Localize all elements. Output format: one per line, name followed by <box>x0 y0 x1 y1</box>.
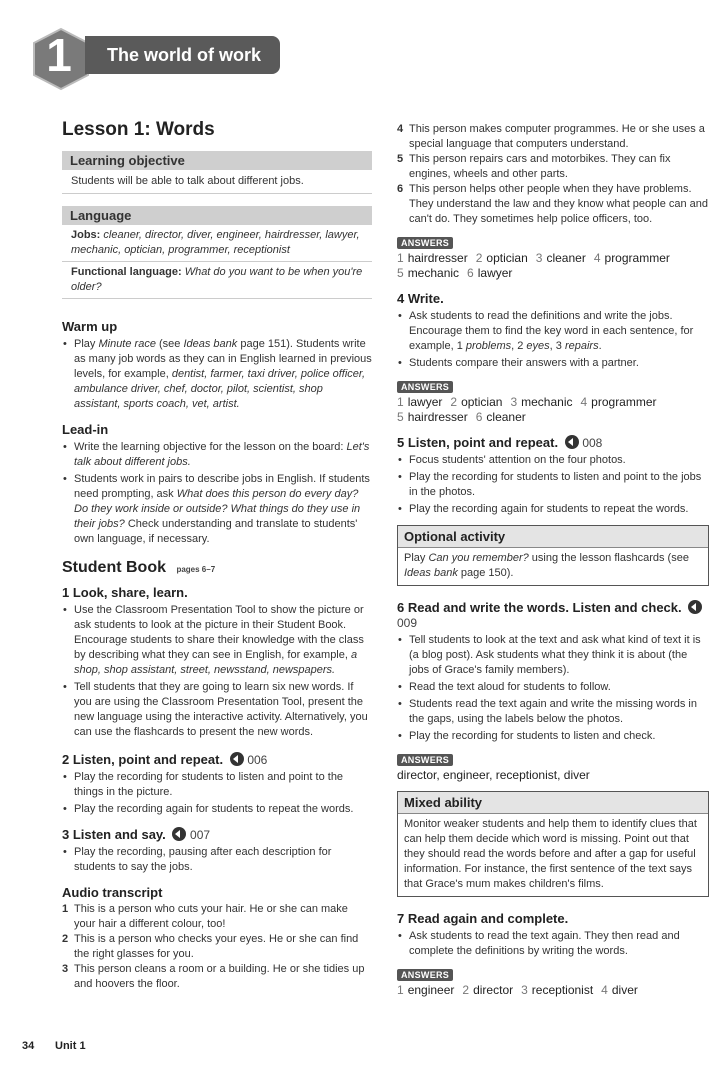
objective-heading: Learning objective <box>62 151 372 170</box>
jobs-label: Jobs: <box>71 229 101 241</box>
ex7-heading: 7 Read again and complete. <box>397 911 569 926</box>
language-heading: Language <box>62 206 372 225</box>
ex6-heading: 6 Read and write the words. Listen and check. 009 <box>397 600 709 630</box>
answers-ex3 <box>397 233 709 281</box>
answers-row: 1 lawyer 2 optician 3 mechanic 4 programmer <box>397 395 657 409</box>
audio-transcript-heading: Audio transcript <box>62 885 163 900</box>
functional-label: Functional language: <box>71 266 182 278</box>
ex3-list <box>62 845 372 875</box>
audio-icon[interactable] <box>230 752 244 766</box>
answers-row: 5 hairdresser 6 cleaner <box>397 410 526 424</box>
lead-in-heading: Lead-in <box>62 422 109 437</box>
ex7-list <box>397 929 709 959</box>
list-item: • Students work in pairs to describe jobs in English. If students need prompting, ask What does this person do every day? Do they work inside or outside? What things do they use in their jobs? Check understanding and translate to students' own language, if necessary. <box>62 472 372 547</box>
list-item: • Tell students that they are going to learn six new words. If you are using the Classroom Presentation Tool, present the new language using the interactive activity. Alternatively, you can use the flashcards to present the new words. <box>62 680 372 740</box>
list-item: • Use the Classroom Presentation Tool to show the picture or ask students to look at the picture in their Student Book. Encourage students to share their knowledge with the class by describing what they can see in English, for example, a shop, shop assistant, street, newsstand, newspapers. <box>62 603 372 678</box>
answers-row: 1 engineer 2 director 3 receptionist 4 diver <box>397 983 638 997</box>
objective-box <box>62 151 372 194</box>
list-item: • Students compare their answers with a partner. <box>397 356 709 371</box>
audio-icon[interactable] <box>688 600 702 614</box>
list-item: • Students read the text again and write the missing words in the gaps, using the labels below the photos. <box>397 697 709 727</box>
lead-in-list <box>62 440 372 547</box>
mixed-ability-heading: Mixed ability <box>398 792 708 814</box>
audio-transcript-left <box>62 902 372 992</box>
transcript-item: 4 This person makes computer programmes. He or she uses a special language that computers understand. <box>397 123 705 150</box>
transcript-item: 5 This person repairs cars and motorbikes. They can fix engines, wheels and other parts. <box>397 153 671 180</box>
answers-badge: ANSWERS <box>397 381 453 393</box>
list-item: • Read the text aloud for students to follow. <box>397 680 709 695</box>
transcript-item: 3 This person cleans a room or a building. He or she tidies up and hoovers the floor. <box>62 963 365 990</box>
optional-activity-text: Play Can you remember? using the lesson flashcards (see Ideas bank page 150). <box>404 552 689 579</box>
list-item: • Play the recording for students to listen and point to the jobs in the photos. <box>397 470 709 500</box>
answers-row: 5 mechanic 6 lawyer <box>397 266 513 280</box>
list-item: • Focus students' attention on the four photos. <box>397 453 709 468</box>
track-number: 008 <box>582 436 603 450</box>
optional-activity-heading: Optional activity <box>398 526 708 548</box>
track-number: 006 <box>247 753 268 767</box>
ex6-list <box>397 633 709 744</box>
language-functional <box>62 262 372 299</box>
answers-text: director, engineer, receptionist, diver <box>397 768 590 782</box>
language-box <box>62 206 372 299</box>
audio-icon[interactable] <box>565 435 579 449</box>
page-number: 34 <box>22 1040 35 1052</box>
audio-icon[interactable] <box>172 827 186 841</box>
transcript-item: 6 This person helps other people when they have problems. They understand the law and they know what people can and can't do. They sometimes help police officers, too. <box>397 183 709 225</box>
objective-text: Students will be able to talk about different jobs. <box>62 170 372 194</box>
transcript-item: 2 This is a person who checks your eyes. He or she can find the right glasses for you. <box>62 933 359 960</box>
jobs-list: cleaner, director, diver, engineer, hairdresser, lawyer, mechanic, optician, programmer, receptionist <box>71 229 360 256</box>
right-column <box>397 122 709 998</box>
answers-badge: ANSWERS <box>397 237 453 249</box>
language-jobs <box>62 225 372 262</box>
list-item: • Ask students to read the text again. They then read and complete the definitions by writing the words. <box>397 929 709 959</box>
answers-badge: ANSWERS <box>397 754 453 766</box>
list-item: • Write the learning objective for the lesson on the board: Let's talk about different jobs. <box>62 440 372 470</box>
ex3-heading: 3 Listen and say. 007 <box>62 827 211 842</box>
list-item: • Play the recording, pausing after each description for students to say the jobs. <box>62 845 372 875</box>
list-item: • Ask students to read the definitions and write the jobs. Encourage them to find the key word in each sentence, for example, 1 problems, 2 eyes, 3 repairs. <box>397 309 709 354</box>
footer-unit: Unit 1 <box>55 1040 86 1052</box>
ex2-list <box>62 770 372 817</box>
ex4-list <box>397 309 709 371</box>
list-item: • Play the recording again for students to repeat the words. <box>62 802 372 817</box>
ex2-heading: 2 Listen, point and repeat. 006 <box>62 752 268 767</box>
chapter-title: The world of work <box>107 45 262 65</box>
warm-up-heading: Warm up <box>62 319 118 334</box>
answers-ex7 <box>397 965 709 998</box>
audio-transcript-right <box>397 122 709 227</box>
warm-up-list <box>62 337 372 412</box>
functional-text: What do you want to be when you're older? <box>71 266 363 293</box>
answers-ex4 <box>397 377 709 425</box>
list-item: • Play Minute race (see Ideas bank page 151). Students write as many job words as they can in English learned in previous levels, for example, dentist, farmer, taxi driver, police officer, ambulance driver, chef, doctor, pilot, scientist, shop assistant, sports coach, vet, artist. <box>62 337 372 412</box>
optional-activity-box <box>397 525 709 586</box>
transcript-item: 1 This is a person who cuts your hair. He or she can make your hair a different colour, too! <box>62 903 348 930</box>
mixed-ability-text: Monitor weaker students and help them to identify clues that can help them decide which word is missing. Point out that they should read the words before and after a gap for useful information. For instance, the first sentence of the text says that Grace's mum makes children's films. <box>404 818 697 890</box>
answers-badge: ANSWERS <box>397 969 453 981</box>
answers-ex6 <box>397 750 709 783</box>
mixed-ability-box <box>397 791 709 897</box>
list-item: • Play the recording for students to listen and point to the things in the picture. <box>62 770 372 800</box>
list-item: • Play the recording again for students to repeat the words. <box>397 502 709 517</box>
answers-row: 1 hairdresser 2 optician 3 cleaner 4 programmer <box>397 251 670 265</box>
ex4-heading: 4 Write. <box>397 291 444 306</box>
ex5-list <box>397 453 709 517</box>
list-item: • Tell students to look at the text and ask what kind of text it is (a blog post). Ask students what they think it is about (the jobs of Grace's family members). <box>397 633 709 678</box>
track-number: 007 <box>190 828 211 842</box>
ex1-list <box>62 603 372 740</box>
track-number: 009 <box>397 616 418 630</box>
ex5-heading: 5 Listen, point and repeat. 008 <box>397 435 603 450</box>
student-book-heading: Student Book pages 6–7 <box>62 559 216 576</box>
unit-number: 1 <box>46 29 72 81</box>
student-book-pages: pages 6–7 <box>176 565 216 574</box>
list-item: • Play the recording for students to listen and check. <box>397 729 709 744</box>
left-column <box>62 151 372 992</box>
ex1-heading: 1 Look, share, learn. <box>62 585 188 600</box>
lesson-title: Lesson 1: Words <box>62 119 215 140</box>
